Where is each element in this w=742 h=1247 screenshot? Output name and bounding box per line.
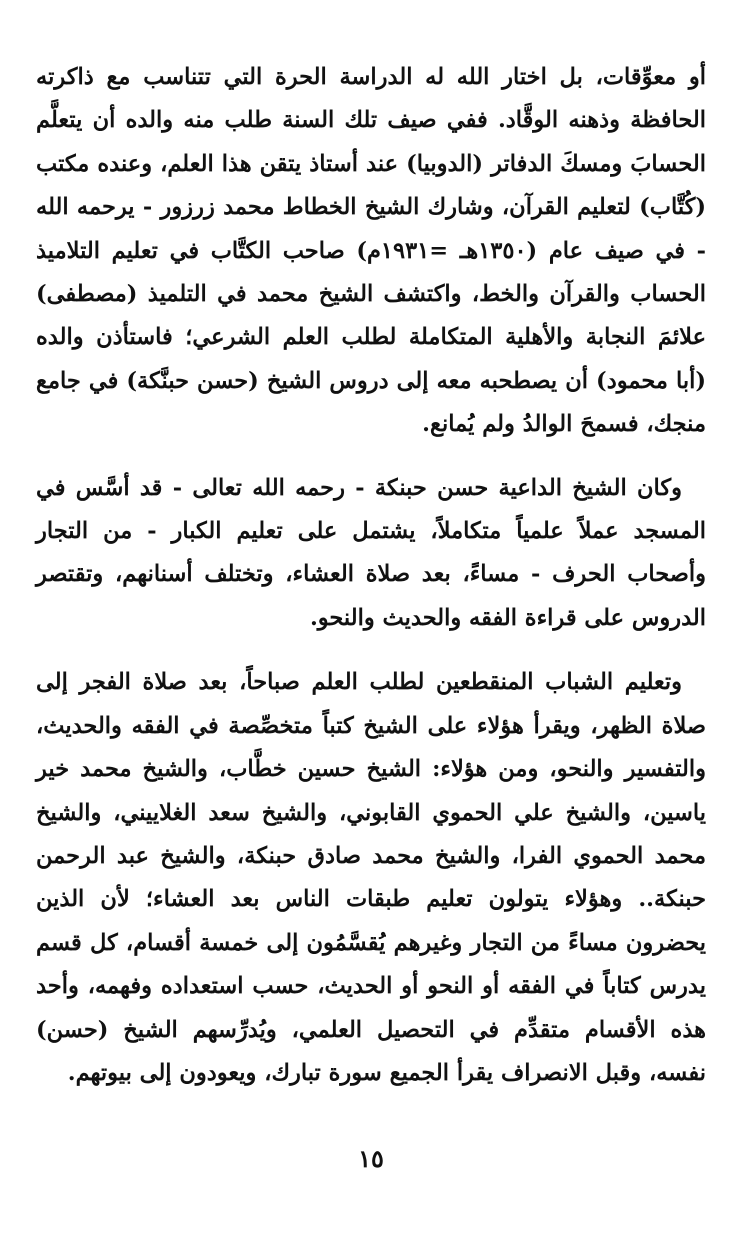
page-number: ١٥: [358, 1144, 384, 1173]
paragraph-1: أو معوِّقات، بل اختار الله له الدراسة الحرة التي تتناسب مع ذاكرته الحافظة وذهنه الوقَّاد. ففي صيف تلك السنة طلب منه والده أن يتعلَّم الحسابَ ومسكَ الدفاتر (الدوبيا) عند أستاذ يتقن هذا العلم، وعنده مكتب (كُتَّاب) لتعليم القرآن، وشارك الشيخ الخطاط محمد زرزور - يرحمه الله - في صيف عام (١٣٥٠هـ =١٩٣١م) صاحب الكتَّاب في تعليم التلاميذ الحساب والقرآن والخط، واكتشف الشيخ محمد في التلميذ (مصطفى) علائمَ النجابة والأهلية المتكاملة لطلب العلم الشرعي؛ فاستأذن والده (أبا محمود) أن يصطحبه معه إلى دروس الشيخ (حسن حبنَّكة) في جامع منجك، فسمحَ الوالدُ ولم يُمانع.: [36, 64, 706, 438]
paragraph-2: وكان الشيخ الداعية حسن حبنكة - رحمه الله تعالى - قد أسَّس في المسجد عملاً علمياً متكاملاً، يشتمل على تعليم الكبار - من التجار وأصحاب الحرف - مساءً، بعد صلاة العشاء، وتختلف أسنانهم، وتقتصر الدروس على قراءة الفقه والحديث والنحو.: [36, 474, 706, 631]
paragraph-3: وتعليم الشباب المنقطعين لطلب العلم صباحاً، بعد صلاة الفجر إلى صلاة الظهر، ويقرأ هؤلاء على الشيخ كتباً متخصِّصة في الفقه والحديث، والتفسير والنحو، ومن هؤلاء: الشيخ حسين خطَّاب، والشيخ محمد خير ياسين، والشيخ علي الحموي القابوني، والشيخ سعد الغلاييني، والشيخ محمد الحموي الفرا، والشيخ محمد صادق حبنكة، والشيخ عبد الرحمن حبنكة.. وهؤلاء يتولون تعليم طبقات الناس بعد العشاء؛ لأن الذين يحضرون مساءً من التجار وغيرهم يُقسَّمُون إلى خمسة أقسام، كل قسم يدرس كتاباً في الفقه أو النحو أو الحديث، حسب استعداده وفهمه، وأحد هذه الأقسام متقدِّم في التحصيل العلمي، ويُدرِّسهم الشيخ (حسن) نفسه، وقبل الانصراف يقرأ الجميع سورة تبارك، ويعودون إلى بيوتهم.: [36, 669, 706, 1086]
